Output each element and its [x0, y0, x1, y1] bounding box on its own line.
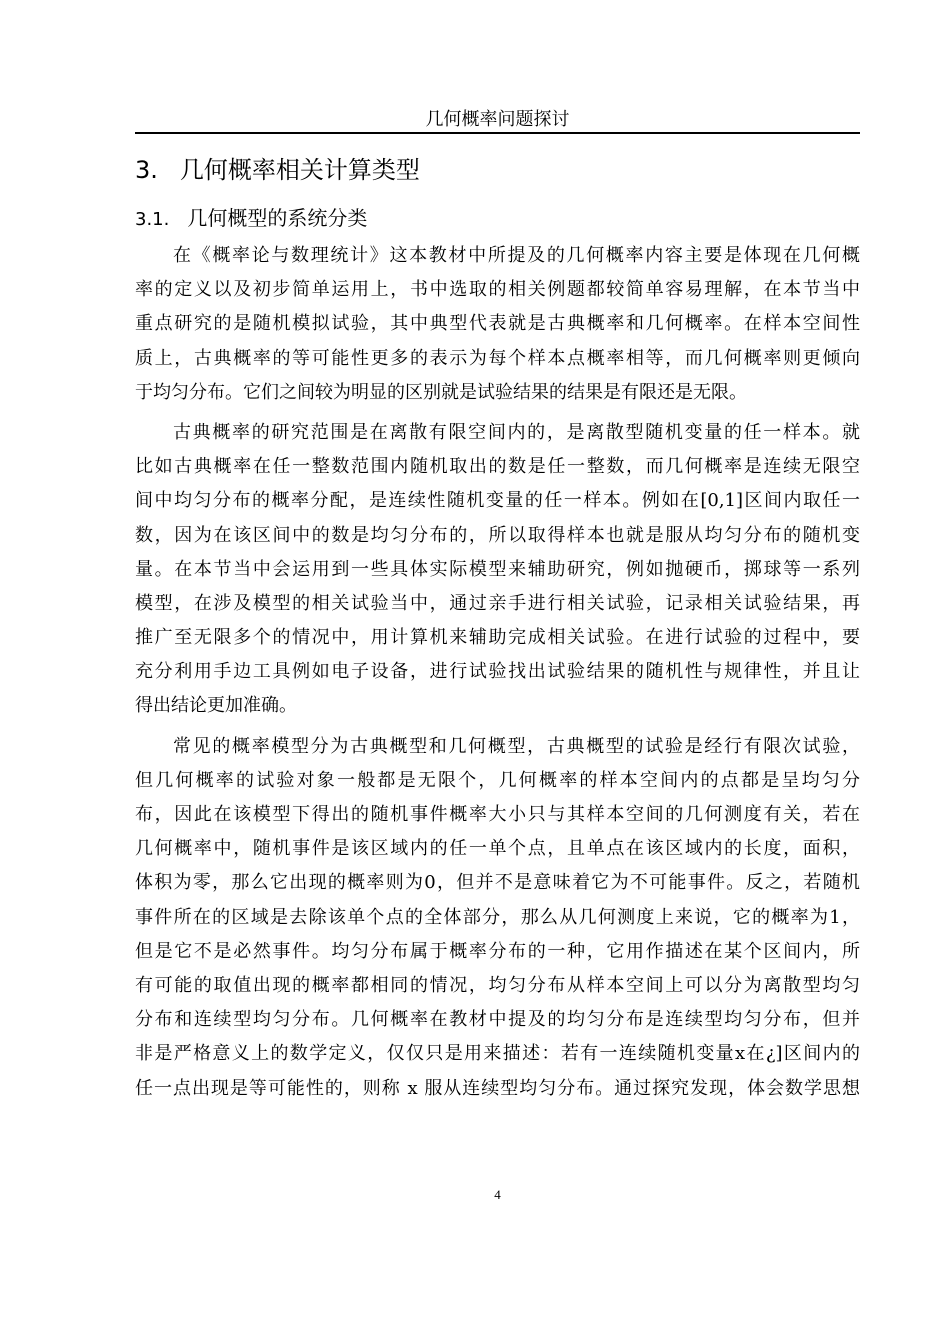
paragraph-line: 率的定义以及初步简单运用上，书中选取的相关例题都较简单容易理解，在本节当中	[135, 279, 860, 301]
paragraph-3	[135, 730, 860, 1106]
paragraph-line: 事件所在的区域是去除该单个点的全体部分，那么从几何测度上来说，它的概率为1，	[135, 906, 860, 928]
paragraph-line: 得出结论更加准确。	[135, 695, 297, 717]
paragraph-line: 古典概率的研究范围是在离散有限空间内的，是离散型随机变量的任一样本。就	[173, 421, 860, 443]
paragraph-line: 充分利用手边工具例如电子设备，进行试验找出试验结果的随机性与规律性，并且让	[135, 661, 860, 683]
section-title: 几何概率相关计算类型	[179, 156, 420, 184]
running-header: 几何概率问题探讨	[425, 109, 570, 130]
paragraph-line: 几何概率中，随机事件是该区域内的任一单个点，且单点在该区域内的长度，面积，	[135, 838, 860, 860]
paragraph-line: 常见的概率模型分为古典概型和几何概型，古典概型的试验是经行有限次试验，	[173, 735, 860, 757]
paragraph-line: 非是严格意义上的数学定义，仅仅只是用来描述：若有一连续随机变量x在¿]区间内的	[135, 1043, 860, 1065]
paragraph-line: 模型，在涉及模型的相关试验当中，通过亲手进行相关试验，记录相关试验结果，再	[135, 592, 860, 614]
paragraph-line: 有可能的取值出现的概率都相同的情况，均匀分布从样本空间上可以分为离散型均匀	[135, 974, 860, 996]
paragraph-line: 但是它不是必然事件。均匀分布属于概率分布的一种，它用作描述在某个区间内，所	[135, 940, 860, 962]
section-number: 3.	[135, 156, 158, 184]
header-rule	[135, 132, 860, 134]
paragraph-line: 任一点出现是等可能性的，则称 x 服从连续型均匀分布。通过探究发现，体会数学思想	[135, 1077, 860, 1099]
paragraph-line: 但几何概率的试验对象一般都是无限个，几何概率的样本空间内的点都是呈均匀分	[135, 769, 860, 791]
body-text	[135, 239, 860, 1106]
subsection-heading	[135, 204, 367, 234]
paragraph-line: 重点研究的是随机模拟试验，其中典型代表就是古典概率和几何概率。在样本空间性	[135, 313, 860, 335]
subsection-number: 3.1.	[135, 209, 170, 230]
page-number: 4	[494, 1187, 501, 1202]
paragraph-line: 量。在本节当中会运用到一些具体实际模型来辅助研究，例如抛硬币，掷球等一系列	[135, 558, 860, 580]
paragraph-line: 在《概率论与数理统计》这本教材中所提及的几何概率内容主要是体现在几何概	[173, 245, 860, 266]
paragraph-line: 分布和连续型均匀分布。几何概率在教材中提及的均匀分布是连续型均匀分布，但并	[135, 1009, 860, 1031]
subsection-title: 几何概型的系统分类	[187, 206, 368, 230]
paragraph-line: 质上，古典概率的等可能性更多的表示为每个样本点概率相等，而几何概率则更倾向	[135, 347, 860, 369]
paragraph-line: 布，因此在该模型下得出的随机事件概率大小只与其样本空间的几何测度有关，若在	[135, 804, 860, 825]
paragraph-line: 比如古典概率在任一整数范围内随机取出的数是任一整数，而几何概率是连续无限空	[135, 456, 860, 478]
paragraph-line: 数，因为在该区间中的数是均匀分布的，所以取得样本也就是服从均匀分布的随机变	[135, 524, 860, 546]
paragraph-1	[135, 239, 860, 410]
paragraph-line: 体积为零，那么它出现的概率则为0，但并不是意味着它为不可能事件。反之，若随机	[135, 872, 860, 894]
paragraph-line: 间中均匀分布的概率分配，是连续性随机变量的任一样本。例如在[0,1]区间内取任一	[135, 490, 860, 512]
paragraph-2	[135, 416, 860, 724]
section-heading	[135, 154, 420, 186]
paragraph-line: 于均匀分布。它们之间较为明显的区别就是试验结果的结果是有限还是无限。	[135, 381, 747, 403]
paragraph-line: 推广至无限多个的情况中，用计算机来辅助完成相关试验。在进行试验的过程中，要	[135, 627, 860, 649]
